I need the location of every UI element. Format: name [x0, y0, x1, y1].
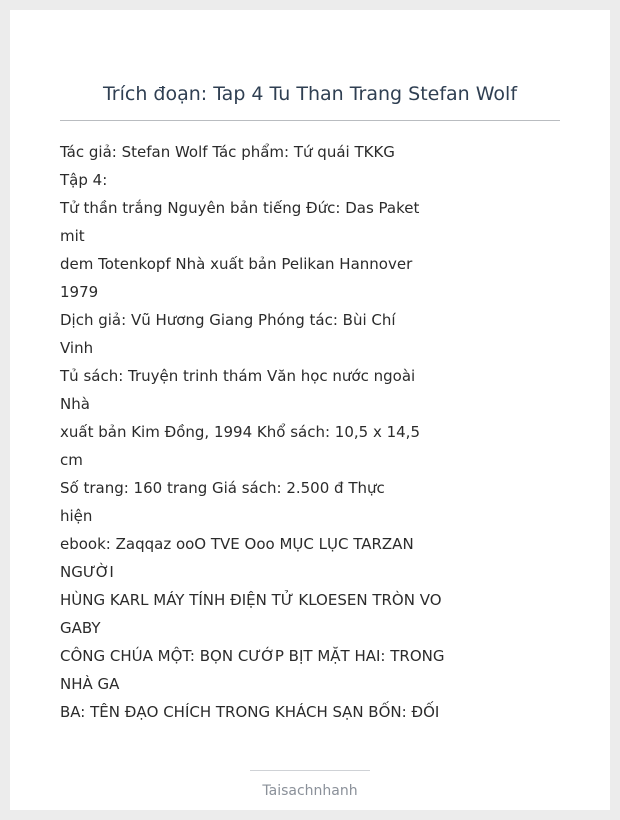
text-line: Tập 4:: [60, 171, 108, 189]
text-line: NHÀ GA: [60, 675, 120, 693]
footer-source: Taisachnhanh: [262, 783, 358, 799]
text-line: Tác giả: Stefan Wolf Tác phẩm: Tứ quái TKKG: [60, 143, 395, 161]
page-title: Trích đoạn: Tap 4 Tu Than Trang Stefan Wolf: [102, 83, 518, 105]
text-line: 1979: [60, 283, 99, 301]
text-line: Vinh: [60, 339, 94, 357]
text-line: ebook: Zaqqaz ooO TVE Ooo MỤC LỤC TARZAN: [60, 535, 414, 553]
footer-divider: [250, 770, 370, 771]
text-line: cm: [60, 451, 83, 469]
title-divider: [60, 120, 560, 121]
text-line: BA: TÊN ĐẠO CHÍCH TRONG KHÁCH SẠN BỐN: ĐỐI: [60, 703, 440, 721]
text-line: Nhà: [60, 395, 90, 413]
text-line: Tủ sách: Truyện trinh thám Văn học nước ngoài: [60, 367, 416, 385]
text-line: CÔNG CHÚA MỘT: BỌN CƯỚP BỊT MẶT HAI: TRONG: [60, 647, 445, 665]
text-line: xuất bản Kim Đồng, 1994 Khổ sách: 10,5 x 14,5: [60, 423, 420, 441]
text-line: NGƯỜI: [60, 563, 114, 581]
text-line: HÙNG KARL MÁY TÍNH ĐIỆN TỬ KLOESEN TRÒN VO: [60, 591, 442, 609]
document-page: [10, 10, 610, 810]
text-line: Dịch giả: Vũ Hương Giang Phóng tác: Bùi Chí: [60, 311, 396, 329]
text-line: Số trang: 160 trang Giá sách: 2.500 đ Thực: [60, 479, 385, 497]
text-line: hiện: [60, 507, 93, 525]
text-line: dem Totenkopf Nhà xuất bản Pelikan Hannover: [60, 255, 413, 273]
document-body: [60, 138, 450, 726]
text-line: mit: [60, 227, 85, 245]
text-line: Tử thần trắng Nguyên bản tiếng Đức: Das Paket: [60, 199, 420, 217]
text-line: GABY: [60, 619, 101, 637]
